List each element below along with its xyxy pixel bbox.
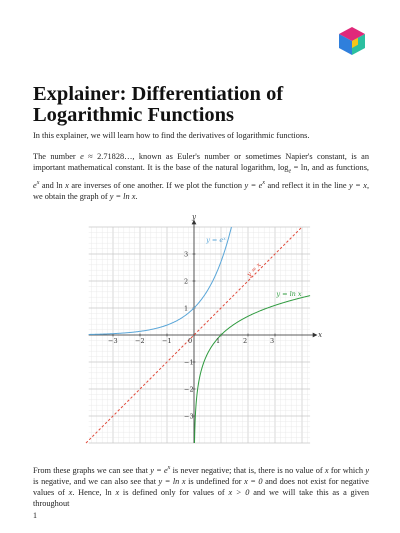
math-exponent: x: [36, 180, 40, 187]
x-tick-label: −3: [108, 337, 118, 345]
x-tick-label: −2: [135, 337, 145, 345]
text-span: is never negative; that is, there is no value of: [170, 465, 325, 475]
math-function: y = ln x: [158, 476, 186, 486]
math-x: x: [68, 488, 73, 498]
x-tick-label: 0: [188, 337, 193, 345]
text-span: .: [135, 192, 138, 202]
text-span: is negative, and we can also see that: [33, 476, 159, 486]
math-log-base: e: [288, 168, 292, 175]
exp-curve-label: $y = e^x$: [206, 235, 226, 244]
text-span: and does not exist for negative values of: [33, 476, 369, 498]
axes: [89, 222, 315, 443]
intro-paragraph: In this explainer, we will learn how to find the derivatives of logarithmic functions.: [33, 131, 310, 140]
y-tick-label: −2: [184, 385, 194, 394]
ln-curve-label: y = ln x: [276, 289, 302, 298]
math-exponent: x: [262, 180, 266, 187]
text-span: are inverses of one another. If we plot the function: [68, 180, 245, 190]
euler-paragraph: [33, 151, 369, 202]
text-span: From these graphs we can see that: [33, 465, 151, 475]
function-graph: [84, 212, 323, 452]
math-function: y = ln x: [109, 192, 136, 202]
text-span: and reflect it in the line: [265, 180, 350, 190]
y-tick-label: −3: [184, 412, 194, 421]
math-y: y: [365, 465, 369, 475]
math-function: y = e: [244, 180, 263, 190]
y-tick-label: 3: [184, 250, 189, 259]
text-span: is undefined for: [185, 476, 245, 486]
text-span: and ln: [39, 180, 66, 190]
math-x: x: [324, 465, 329, 475]
text-span: and we will take this as a given throughout: [33, 488, 369, 509]
page-number: 1: [33, 511, 37, 520]
identity-line-label: y = x: [245, 260, 263, 279]
y-tick-label: 1: [184, 304, 189, 313]
y-tick-label: −1: [184, 358, 194, 367]
math-x: x: [65, 180, 69, 190]
math-x: x: [115, 488, 120, 498]
text-span: , known as Euler's number or sometimes Napier's constant, is an important mathematical constant. It is the base of the natural logarithm, log: [33, 152, 369, 173]
text-span: is defined only for values of: [119, 488, 229, 498]
x-tick-label: −1: [162, 337, 172, 345]
x-axis-label: x: [318, 331, 323, 339]
x-tick-label: 1: [216, 337, 221, 345]
math-e: e: [80, 152, 84, 161]
math-exponent: x: [167, 465, 171, 471]
math-identity: y = x: [349, 180, 367, 190]
x-tick-label: 3: [270, 337, 275, 345]
text-span: . Hence, ln: [72, 488, 116, 498]
math-approx: ≈ 2.71828…: [83, 152, 133, 161]
y-tick-label: 2: [184, 277, 189, 286]
text-span: for which: [328, 465, 366, 475]
math-e: e: [33, 180, 37, 190]
page-title: Explainer: Differentiation of Logarithmic Functions: [33, 83, 284, 126]
math-condition: x > 0: [228, 488, 250, 498]
x-tick-label: 2: [243, 337, 248, 345]
text-span: = ln, and as functions,: [291, 163, 370, 173]
exp-label-exponent: x: [223, 236, 226, 242]
math-function: y = e: [150, 465, 168, 475]
y-axis-label: y: [192, 213, 196, 221]
math-condition: x = 0: [244, 476, 263, 486]
text-span: The number: [33, 152, 81, 161]
text-span: , we obtain the graph of: [33, 180, 370, 202]
nagwa-logo: [338, 27, 366, 55]
domain-paragraph: [33, 463, 369, 510]
